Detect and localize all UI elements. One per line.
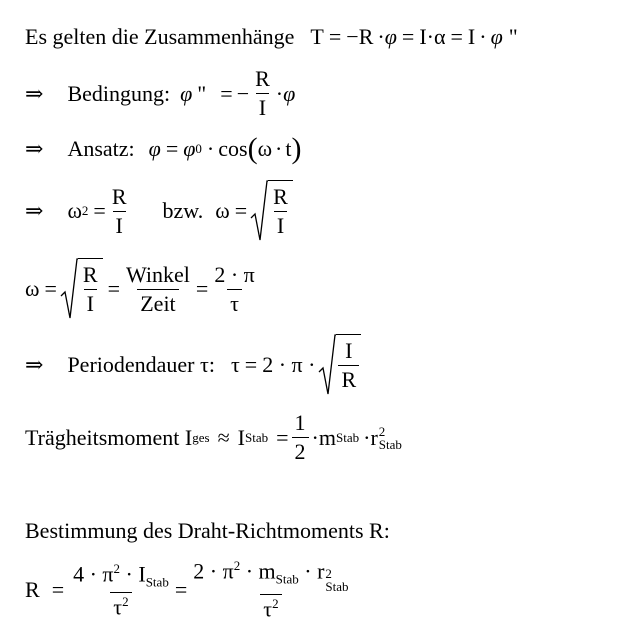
equation-line-omega	[25, 180, 293, 242]
radius-scripts	[325, 567, 348, 593]
square-root	[250, 180, 293, 242]
superscript-two: 2	[272, 596, 279, 612]
omega-symbol: ω	[215, 198, 230, 223]
fraction-numerator: R	[255, 66, 270, 91]
radical-sign-icon	[250, 180, 268, 242]
equals-sign: =	[51, 577, 65, 603]
fraction-2pi2-m-r2-over-tau2	[190, 558, 351, 623]
fraction-numerator	[190, 558, 351, 594]
fraction-numerator: I	[345, 338, 353, 363]
subscript-stab: Stab	[378, 436, 402, 452]
subscript-stab: Stab	[145, 574, 169, 590]
dot-operator: ·	[275, 136, 283, 161]
fraction-numerator: 1	[294, 410, 306, 435]
radicand	[268, 180, 293, 242]
phi-symbol: φ	[283, 80, 296, 106]
superscript-two: 2	[233, 558, 241, 573]
fraction-denominator: Zeit	[137, 289, 178, 317]
fraction-numerator: R	[273, 184, 288, 209]
torque-symbol: T	[310, 24, 324, 49]
fraction-denominator: I	[113, 211, 126, 239]
subscript-stab: Stab	[275, 571, 299, 587]
radicand	[78, 258, 103, 320]
fraction-denominator	[110, 592, 131, 620]
alpha-symbol: α	[433, 24, 446, 49]
fraction-denominator	[260, 594, 281, 622]
subscript-ges: ges	[192, 429, 210, 445]
subscript-zero: 0	[195, 141, 202, 156]
superscript-two: 2	[81, 203, 89, 218]
equals-sign: =	[401, 24, 415, 49]
implies-arrow: ⇒	[25, 352, 44, 377]
superscript-two: 2	[113, 560, 121, 576]
numerator-part: · m	[245, 558, 276, 584]
superscript-two: 2	[325, 566, 332, 582]
r-symbol: R	[25, 577, 40, 603]
dot-operator: ·	[206, 136, 215, 161]
inertia-symbol: I	[419, 24, 427, 49]
inertia-label: Trägheitsmoment I	[25, 424, 193, 450]
minus-sign: −	[236, 80, 250, 106]
square-root	[60, 258, 103, 320]
inertia-symbol: I	[467, 24, 476, 49]
left-paren: (	[247, 132, 258, 165]
omega-symbol: ω	[257, 136, 273, 161]
fraction-4pi2-istab-over-tau2	[70, 561, 172, 620]
radical-sign-icon	[318, 334, 336, 396]
numerator-part: 2 · π	[193, 558, 234, 584]
dot-operator: ·	[479, 24, 487, 49]
equals-sign: =	[107, 276, 121, 301]
equals-sign: =	[328, 24, 342, 49]
equation-line-relations	[25, 24, 518, 50]
equals-sign: =	[234, 198, 248, 223]
bzw-text: bzw.	[162, 198, 204, 223]
minus-r: −R	[346, 24, 374, 49]
subscript-stab: Stab	[335, 429, 360, 445]
fraction-denominator: τ	[227, 289, 242, 317]
radical-sign-icon	[60, 258, 78, 320]
fraction-r-over-i	[252, 66, 273, 121]
equation-line-ansatz	[25, 134, 302, 164]
radicand	[336, 334, 361, 396]
equation-line-moment-of-inertia	[25, 410, 402, 465]
subscript-stab: Stab	[325, 579, 349, 595]
two-pi-expression: 2 · π ·	[262, 352, 316, 377]
fraction-numerator: Winkel	[126, 261, 190, 287]
condition-label: Bedingung:	[67, 80, 171, 106]
dot-operator: ·	[311, 424, 319, 450]
superscript-two: 2	[122, 593, 129, 609]
relations-text: Es gelten die Zusammenhänge	[25, 24, 295, 49]
omega-symbol: ω	[25, 276, 40, 301]
dot-operator: ·	[426, 24, 434, 49]
time-symbol: t	[285, 136, 292, 161]
equals-sign: =	[44, 276, 57, 301]
fraction-numerator: R	[82, 262, 98, 287]
fraction-one-half	[292, 410, 309, 465]
mass-symbol: m	[318, 424, 336, 450]
heading-richtmoment	[25, 518, 390, 544]
numerator-part: · r	[304, 558, 325, 584]
equals-sign: =	[220, 80, 233, 106]
fraction-numerator	[70, 561, 172, 592]
fraction-denominator: 2	[292, 437, 309, 465]
richtmoment-heading: Bestimmung des Draht-Richtmoments R:	[25, 518, 390, 543]
phi-symbol: φ	[490, 24, 503, 49]
tau-symbol: τ	[263, 596, 273, 622]
tau-symbol: τ	[113, 593, 123, 619]
numerator-part: · I	[125, 561, 146, 587]
implies-arrow: ⇒	[25, 198, 44, 223]
dot-operator: ·	[363, 424, 371, 450]
equals-sign: =	[174, 577, 188, 603]
fraction-2pi-over-tau	[211, 262, 257, 317]
implies-arrow: ⇒	[25, 80, 44, 106]
equals-sign: =	[93, 198, 106, 223]
equation-line-angular-frequency	[25, 258, 261, 320]
subscript-stab: Stab	[244, 429, 269, 445]
radius-symbol: r	[370, 424, 378, 450]
equals-sign: =	[244, 352, 258, 377]
implies-arrow: ⇒	[25, 136, 44, 161]
fraction-denominator: I	[84, 289, 97, 317]
omega-symbol: ω	[67, 198, 82, 223]
numerator-part: 4 · π	[73, 561, 114, 587]
fraction-numerator: 2 · π	[214, 261, 255, 287]
right-paren: )	[291, 132, 302, 165]
phi-symbol: φ	[384, 24, 397, 49]
fraction-denominator: I	[274, 211, 287, 239]
approx-sign: ≈	[217, 424, 230, 450]
inertia-symbol: I	[237, 424, 245, 450]
equation-line-period	[25, 334, 361, 396]
fraction-denominator: R	[338, 365, 359, 393]
cos-function: cos	[218, 136, 248, 161]
equation-line-richtmoment	[25, 558, 355, 623]
tau-symbol: τ	[230, 352, 240, 377]
equals-sign: =	[276, 424, 289, 450]
equation-line-condition	[25, 66, 295, 121]
double-prime: "	[508, 24, 518, 49]
fraction-winkel-over-zeit	[123, 262, 193, 317]
fraction-denominator: I	[256, 93, 269, 121]
phi-symbol: φ	[148, 136, 161, 161]
superscript-two: 2	[378, 423, 386, 439]
ansatz-label: Ansatz:	[67, 136, 135, 161]
period-label: Periodendauer τ:	[67, 352, 215, 377]
radius-scripts	[379, 425, 402, 451]
equals-sign: =	[165, 136, 179, 161]
double-prime: "	[197, 80, 207, 106]
equals-sign: =	[450, 24, 463, 49]
fraction-r-over-i	[109, 184, 130, 239]
dot-operator: ·	[275, 80, 284, 106]
phi-symbol: φ	[180, 80, 193, 106]
phi-zero-symbol: φ	[183, 136, 196, 161]
fraction-numerator: R	[111, 183, 127, 209]
dot-operator: ·	[377, 24, 385, 49]
square-root	[318, 334, 361, 396]
equals-sign: =	[195, 276, 209, 301]
